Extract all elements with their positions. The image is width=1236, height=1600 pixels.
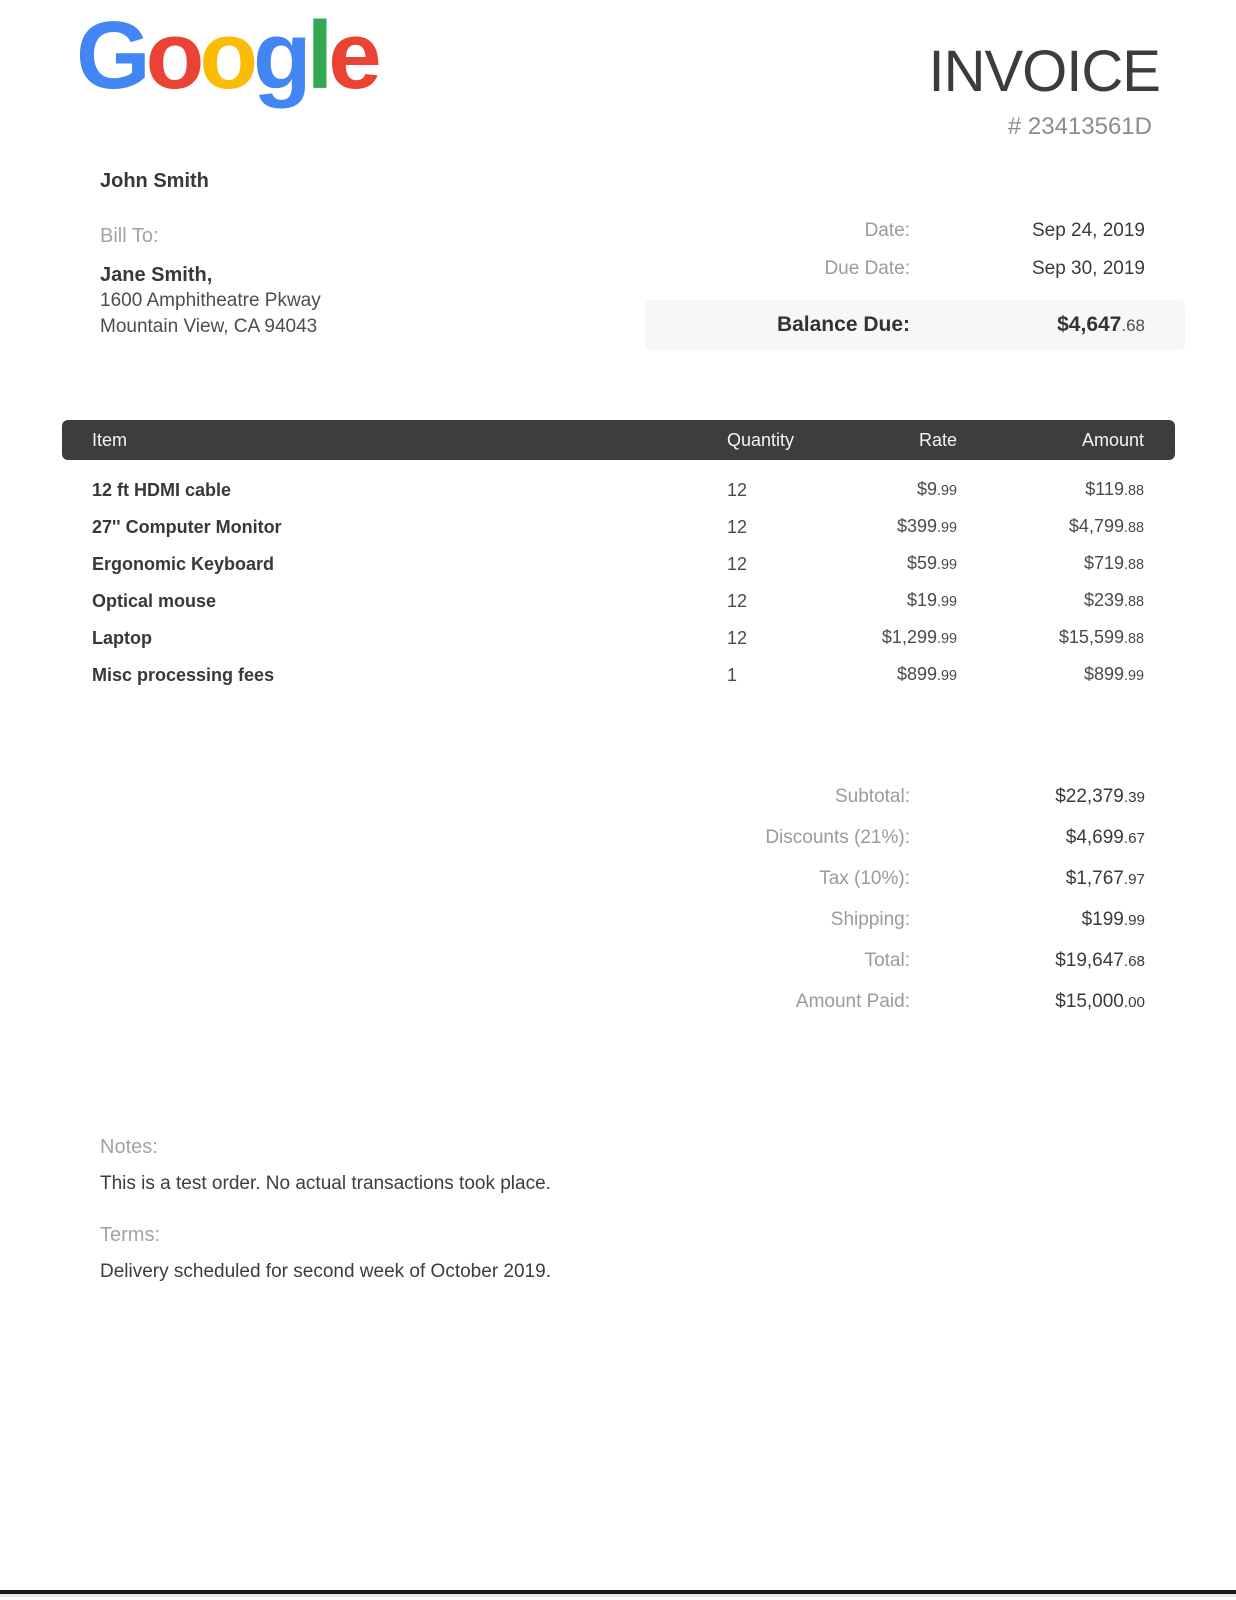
due-date-row: [645, 250, 1185, 288]
terms-label: Terms:: [100, 1224, 160, 1246]
item-name: Laptop: [92, 628, 152, 648]
terms-block: [100, 1224, 551, 1283]
item-quantity: 12: [727, 554, 748, 574]
total-row-subtotal: [585, 776, 1145, 817]
invoice-header: [929, 38, 1161, 141]
item-quantity: 12: [727, 628, 748, 648]
balance-due-label: Balance Due:: [776, 313, 910, 336]
invoice-meta: [645, 212, 1185, 350]
header-amount: Amount: [1081, 429, 1144, 450]
item-quantity: 12: [727, 517, 748, 537]
item-amount: $239.88: [1083, 590, 1144, 610]
google-logo: [76, 2, 377, 109]
item-quantity: 1: [727, 665, 738, 685]
total-value: $22,379.39: [1055, 785, 1145, 807]
notes-label: Notes:: [100, 1136, 158, 1158]
logo-letter-g2: g: [252, 2, 307, 109]
table-row: [62, 620, 1175, 657]
item-name: Ergonomic Keyboard: [92, 554, 275, 574]
table-row: [62, 546, 1175, 583]
item-rate: $59.99: [906, 553, 957, 573]
date-row: [645, 212, 1185, 250]
table-row: [62, 509, 1175, 546]
item-amount: $15,599.88: [1058, 627, 1144, 647]
total-row-amount-paid: [585, 981, 1145, 1022]
header-item: Item: [92, 429, 128, 450]
notes-block: [100, 1136, 551, 1195]
total-row-total: [585, 940, 1145, 981]
page-bottom-edge-shadow: [0, 1594, 1236, 1597]
logo-letter-l: l: [306, 2, 329, 109]
total-label: Subtotal:: [835, 785, 910, 807]
item-amount: $719.88: [1083, 553, 1144, 573]
item-rate: $9.99: [916, 479, 957, 499]
total-row-discounts: [585, 817, 1145, 858]
item-amount: $4,799.88: [1068, 516, 1144, 536]
item-amount: $119.88: [1085, 479, 1144, 499]
totals-block: [585, 776, 1145, 1022]
table-row: [62, 583, 1175, 620]
logo-letter-o1: o: [145, 2, 200, 109]
item-name: 12 ft HDMI cable: [92, 480, 232, 500]
terms-text: Delivery scheduled for second week of October 2019.: [100, 1261, 551, 1282]
invoice-number: # 23413561D: [1007, 113, 1152, 140]
logo-letter-o2: o: [199, 2, 253, 109]
total-label: Shipping:: [830, 908, 910, 930]
date-label: Date:: [864, 220, 910, 241]
date-value: Sep 24, 2019: [1031, 220, 1145, 241]
item-quantity: 12: [727, 591, 748, 611]
items-table-header: [62, 420, 1175, 460]
item-rate: $399.99: [896, 516, 957, 536]
table-row: [62, 657, 1175, 694]
item-amount: $899.99: [1083, 664, 1144, 684]
item-rate: $899.99: [896, 664, 957, 684]
due-date-label: Due Date:: [824, 258, 910, 279]
from-name: John Smith: [100, 170, 209, 192]
item-name: 27'' Computer Monitor: [92, 517, 282, 537]
total-label: Amount Paid:: [795, 990, 910, 1012]
item-name: Misc processing fees: [92, 665, 275, 685]
notes-text: This is a test order. No actual transactions took place.: [100, 1173, 551, 1194]
total-label: Tax (10%):: [819, 867, 910, 889]
total-value: $199.99: [1081, 908, 1145, 930]
total-value: $1,767.97: [1065, 867, 1145, 889]
invoice-title: INVOICE: [928, 39, 1160, 104]
balance-due-value: $4,647.68: [1057, 313, 1145, 336]
item-rate: $1,299.99: [881, 627, 957, 647]
header-rate: Rate: [918, 429, 957, 450]
header-quantity: Quantity: [727, 429, 795, 450]
total-label: Discounts (21%):: [765, 826, 910, 848]
total-value: $15,000.00: [1055, 990, 1145, 1012]
balance-due-row: [645, 300, 1185, 350]
total-value: $4,699.67: [1065, 826, 1145, 848]
bill-to-address-line2: Mountain View, CA 94043: [100, 315, 318, 337]
total-row-tax: [585, 858, 1145, 899]
bill-to-name: Jane Smith,: [100, 263, 213, 286]
due-date-value: Sep 30, 2019: [1031, 258, 1145, 279]
item-rate: $19.99: [906, 590, 957, 610]
total-row-shipping: [585, 899, 1145, 940]
bill-to-address-line1: 1600 Amphitheatre Pkway: [100, 290, 321, 311]
table-row: [62, 472, 1175, 509]
total-value: $19,647.68: [1055, 949, 1145, 971]
items-table: [62, 420, 1175, 694]
logo-letter-e: e: [328, 2, 377, 109]
bill-to-block: [100, 224, 321, 339]
items-table-body: [62, 472, 1175, 694]
total-label: Total:: [864, 949, 910, 971]
item-quantity: 12: [727, 480, 748, 500]
logo-letter-g1: G: [76, 2, 146, 109]
bill-to-label: Bill To:: [100, 225, 159, 247]
item-name: Optical mouse: [92, 591, 217, 611]
